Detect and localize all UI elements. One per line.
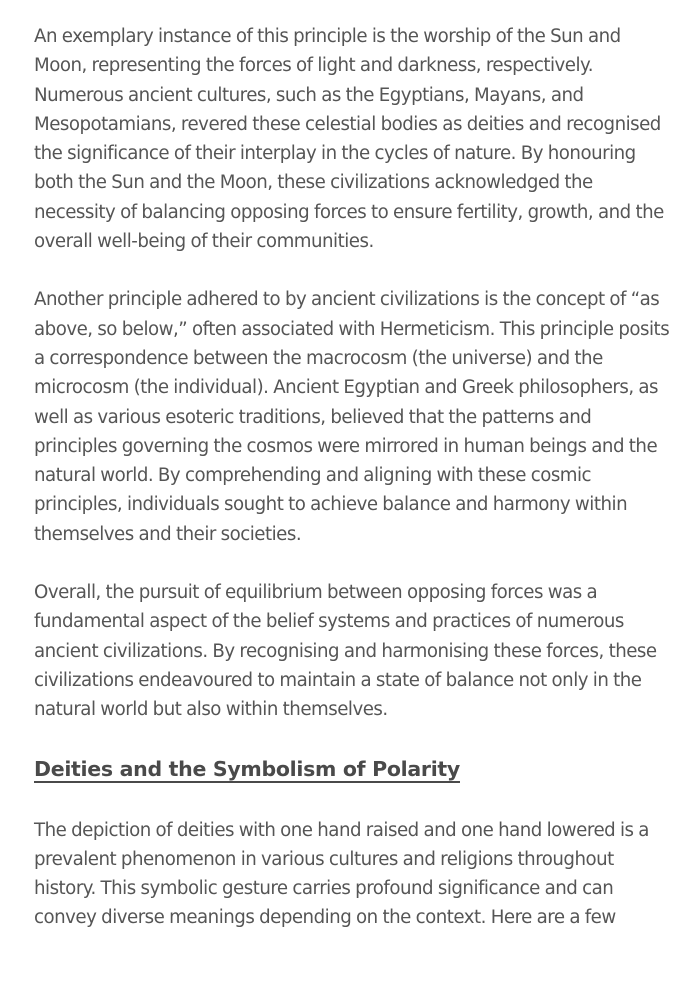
article-body <box>34 22 674 962</box>
paragraph-overall-equilibrium: Overall, the pursuit of equilibrium between opposing forces was a fundamental aspect of the belief systems and practices of numerous ancient civilizations. By recognising and harmonising these forces, these civilizations endeavoured to maintain a state of balance not only in the natural world but also within themselves. <box>34 582 657 721</box>
paragraph-deities-gesture: The depiction of deities with one hand raised and one hand lowered is a prevalent phenomenon in various cultures and religions throughout history. This symbolic gesture carries profound significance and can convey diverse meanings depending on the context. Here are a few <box>34 819 649 929</box>
paragraph-as-above-so-below: Another principle adhered to by ancient civilizations is the concept of “as above, so below,” often associated with Hermeticism. This principle posits a correspondence between the macrocosm (the universe) and the microcosm (the individual). Ancient Egyptian and Greek philosophers, as well as various esoteric traditions, believed that the patterns and principles governing the cosmos were mirrored in human beings and the natural world. By comprehending and aligning with these cosmic principles, individuals sought to achieve balance and harmony within themselves and their societies. <box>34 289 670 545</box>
paragraph-sun-moon: An exemplary instance of this principle is the worship of the Sun and Moon, representing the forces of light and darkness, respectively. Numerous ancient cultures, such as the Egyptians, Mayans, and Mesopotamians, revered these celestial bodies as deities and recognised the significance of their interplay in the cycles of nature. By honouring both the Sun and the Moon, these civilizations acknowledged the necessity of balancing opposing forces to ensure fertility, growth, and the overall well-being of their communities. <box>34 26 664 253</box>
section-heading-deities-polarity[interactable]: Deities and the Symbolism of Polarity <box>34 756 460 781</box>
